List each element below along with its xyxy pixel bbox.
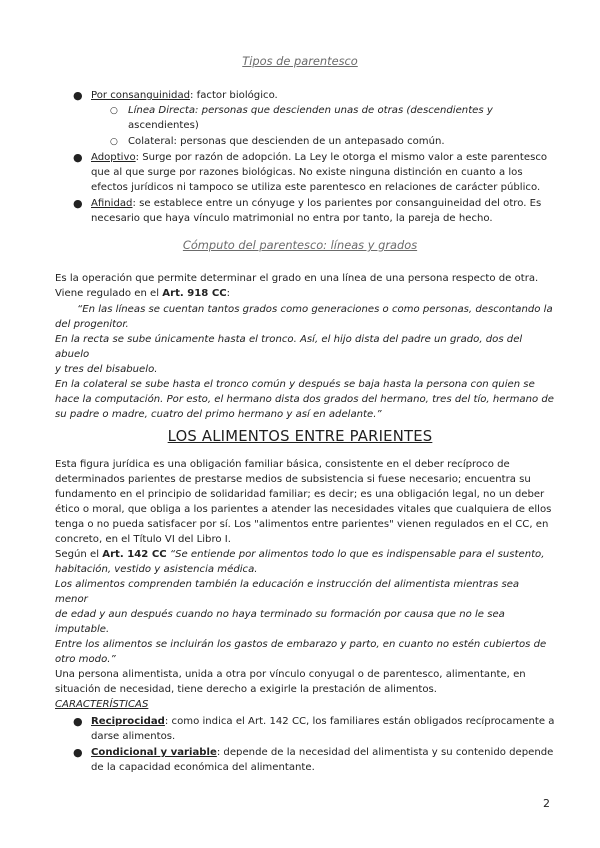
paragraph-line: Una persona alimentista, unida a otra por vínculo conyugal o de parentesco, alimentante, en bbox=[55, 669, 526, 680]
sub-bullet: ○ bbox=[110, 106, 118, 116]
bullet: ● bbox=[73, 89, 83, 102]
bullet: ● bbox=[73, 746, 83, 759]
quote-line: Los alimentos comprenden también la educación e instrucción del alimentista mientras sea menor bbox=[55, 579, 520, 605]
quote-line: de edad y aun después cuando no haya terminado su formación por causa que no le sea bbox=[55, 609, 505, 620]
paragraph-line: tenga o no pueda satisfacer por sí. Los "alimentos entre parientes" vienen regulados en el CC, en bbox=[55, 519, 549, 530]
item-text: darse alimentos. bbox=[91, 731, 176, 742]
quote-line: “En las líneas se cuentan tantos grados como generaciones o como personas, descontando la bbox=[77, 304, 553, 315]
paragraph-alimentos bbox=[55, 457, 555, 697]
quote-line: habitación, vestido y asistencia médica. bbox=[55, 564, 258, 575]
quote-line: En la recta se sube únicamente hasta el tronco. Así, el hijo dista del padre un grado, dos del abuelo bbox=[55, 334, 523, 360]
article-reference: Art. 918 CC bbox=[162, 288, 227, 299]
page-number: 2 bbox=[543, 797, 550, 810]
term-reciprocidad: Reciprocidad bbox=[91, 716, 165, 727]
quote-start: “Se entiende por alimentos todo lo que es indispensable para el sustento, bbox=[166, 549, 545, 560]
sub-item-line: Línea Directa: personas que descienden unas de otras (descendientes y bbox=[128, 105, 493, 116]
sub-item-colateral: Colateral: personas que descienden de un antepasado común. bbox=[128, 136, 445, 147]
paragraph-line: ético o moral, que obliga a los parientes a atender las necesidades vitales que cualquiera de ellos bbox=[55, 504, 552, 515]
quote-art-918 bbox=[55, 302, 555, 422]
characteristics-heading: CARACTERÍSTICAS bbox=[55, 699, 149, 710]
quote-line: y tres del bisabuelo. bbox=[55, 364, 158, 375]
text-span: Viene regulado en el bbox=[55, 288, 163, 299]
quote-line: hace la computación. Por esto, el hermano dista dos grados del hermano, tres del tío, hermano de bbox=[55, 394, 555, 405]
quote-line: imputable. bbox=[55, 624, 110, 635]
paragraph-line: Esta figura jurídica es una obligación familiar básica, consistente en el deber recíproco de bbox=[55, 459, 510, 470]
item-text: : depende de la necesidad del alimentista y su contenido depende bbox=[216, 747, 554, 758]
quote-line: Entre los alimentos se incluirán los gastos de embarazo y parto, en cuanto no estén cubiertos de bbox=[55, 639, 547, 650]
list-item-afinidad bbox=[91, 196, 561, 226]
sub-bullet: ○ bbox=[110, 137, 118, 147]
paragraph-line: Es la operación que permite determinar el grado en una línea de una persona respecto de otra. bbox=[55, 273, 539, 284]
term-condicional: Condicional y variable bbox=[91, 747, 217, 758]
bullet: ● bbox=[73, 151, 83, 164]
term-afinidad: Afinidad bbox=[91, 198, 133, 209]
list-item-condicional bbox=[91, 745, 561, 775]
section-title-alimentos: LOS ALIMENTOS ENTRE PARIENTES bbox=[167, 428, 433, 445]
text-span: : bbox=[226, 288, 231, 299]
list-item-adoptivo bbox=[91, 150, 561, 195]
item-text: necesario que haya vínculo matrimonial no entra por tanto, la pareja de hecho. bbox=[91, 213, 493, 224]
quote-line: su padre o madre, cuatro del primo hermano y así en adelante.” bbox=[55, 409, 382, 420]
item-text: : como indica el Art. 142 CC, los familiares están obligados recíprocamente a bbox=[164, 716, 555, 727]
paragraph-computo bbox=[55, 271, 550, 301]
term-consanguinidad: Por consanguinidad bbox=[91, 90, 191, 101]
list-item-reciprocidad bbox=[91, 714, 561, 744]
item-text: : Surge por razón de adopción. La Ley le otorga el mismo valor a este parentesco bbox=[135, 152, 548, 163]
paragraph-line bbox=[55, 547, 555, 562]
sub-item-linea-directa bbox=[128, 103, 548, 133]
list-item-consanguinidad bbox=[91, 88, 551, 103]
bullet: ● bbox=[73, 715, 83, 728]
sub-item-line: ascendientes) bbox=[128, 120, 199, 131]
quote-line: En la colateral se sube hasta el tronco común y después se baja hasta la persona con quien se bbox=[55, 379, 535, 390]
item-text: que al que surge por razones biológicas. No existe ninguna distinción en cuanto a los bbox=[91, 167, 523, 178]
bullet: ● bbox=[73, 197, 83, 210]
item-text: de la capacidad económica del alimentante. bbox=[91, 762, 315, 773]
paragraph-line: fundamento en el principio de solidaridad familiar; es decir; es una obligación legal, no un deber bbox=[55, 489, 545, 500]
quote-line: otro modo.” bbox=[55, 654, 116, 665]
article-reference: Art. 142 CC bbox=[102, 549, 167, 560]
quote-line: del progenitor. bbox=[55, 319, 129, 330]
paragraph-line: concreto, en el Título VI del Libro I. bbox=[55, 534, 231, 545]
item-text: efectos jurídicos ni tampoco se utiliza este parentesco en relaciones de carácter público. bbox=[91, 182, 541, 193]
term-adoptivo: Adoptivo bbox=[91, 152, 136, 163]
item-text: : se establece entre un cónyuge y los parientes por consanguineidad del otro. Es bbox=[132, 198, 542, 209]
item-text: : factor biológico. bbox=[190, 90, 278, 101]
paragraph-line: determinados parientes de prestarse medios de subsistencia si fuese necesario; encuentra su bbox=[55, 474, 531, 485]
section-heading-tipos: Tipos de parentesco bbox=[242, 54, 358, 68]
paragraph-line: situación de necesidad, tiene derecho a exigirle la prestación de alimentos. bbox=[55, 684, 438, 695]
text-span: Según el bbox=[55, 549, 103, 560]
section-heading-computo: Cómputo del parentesco: líneas y grados bbox=[182, 238, 418, 252]
paragraph-line bbox=[55, 286, 550, 301]
